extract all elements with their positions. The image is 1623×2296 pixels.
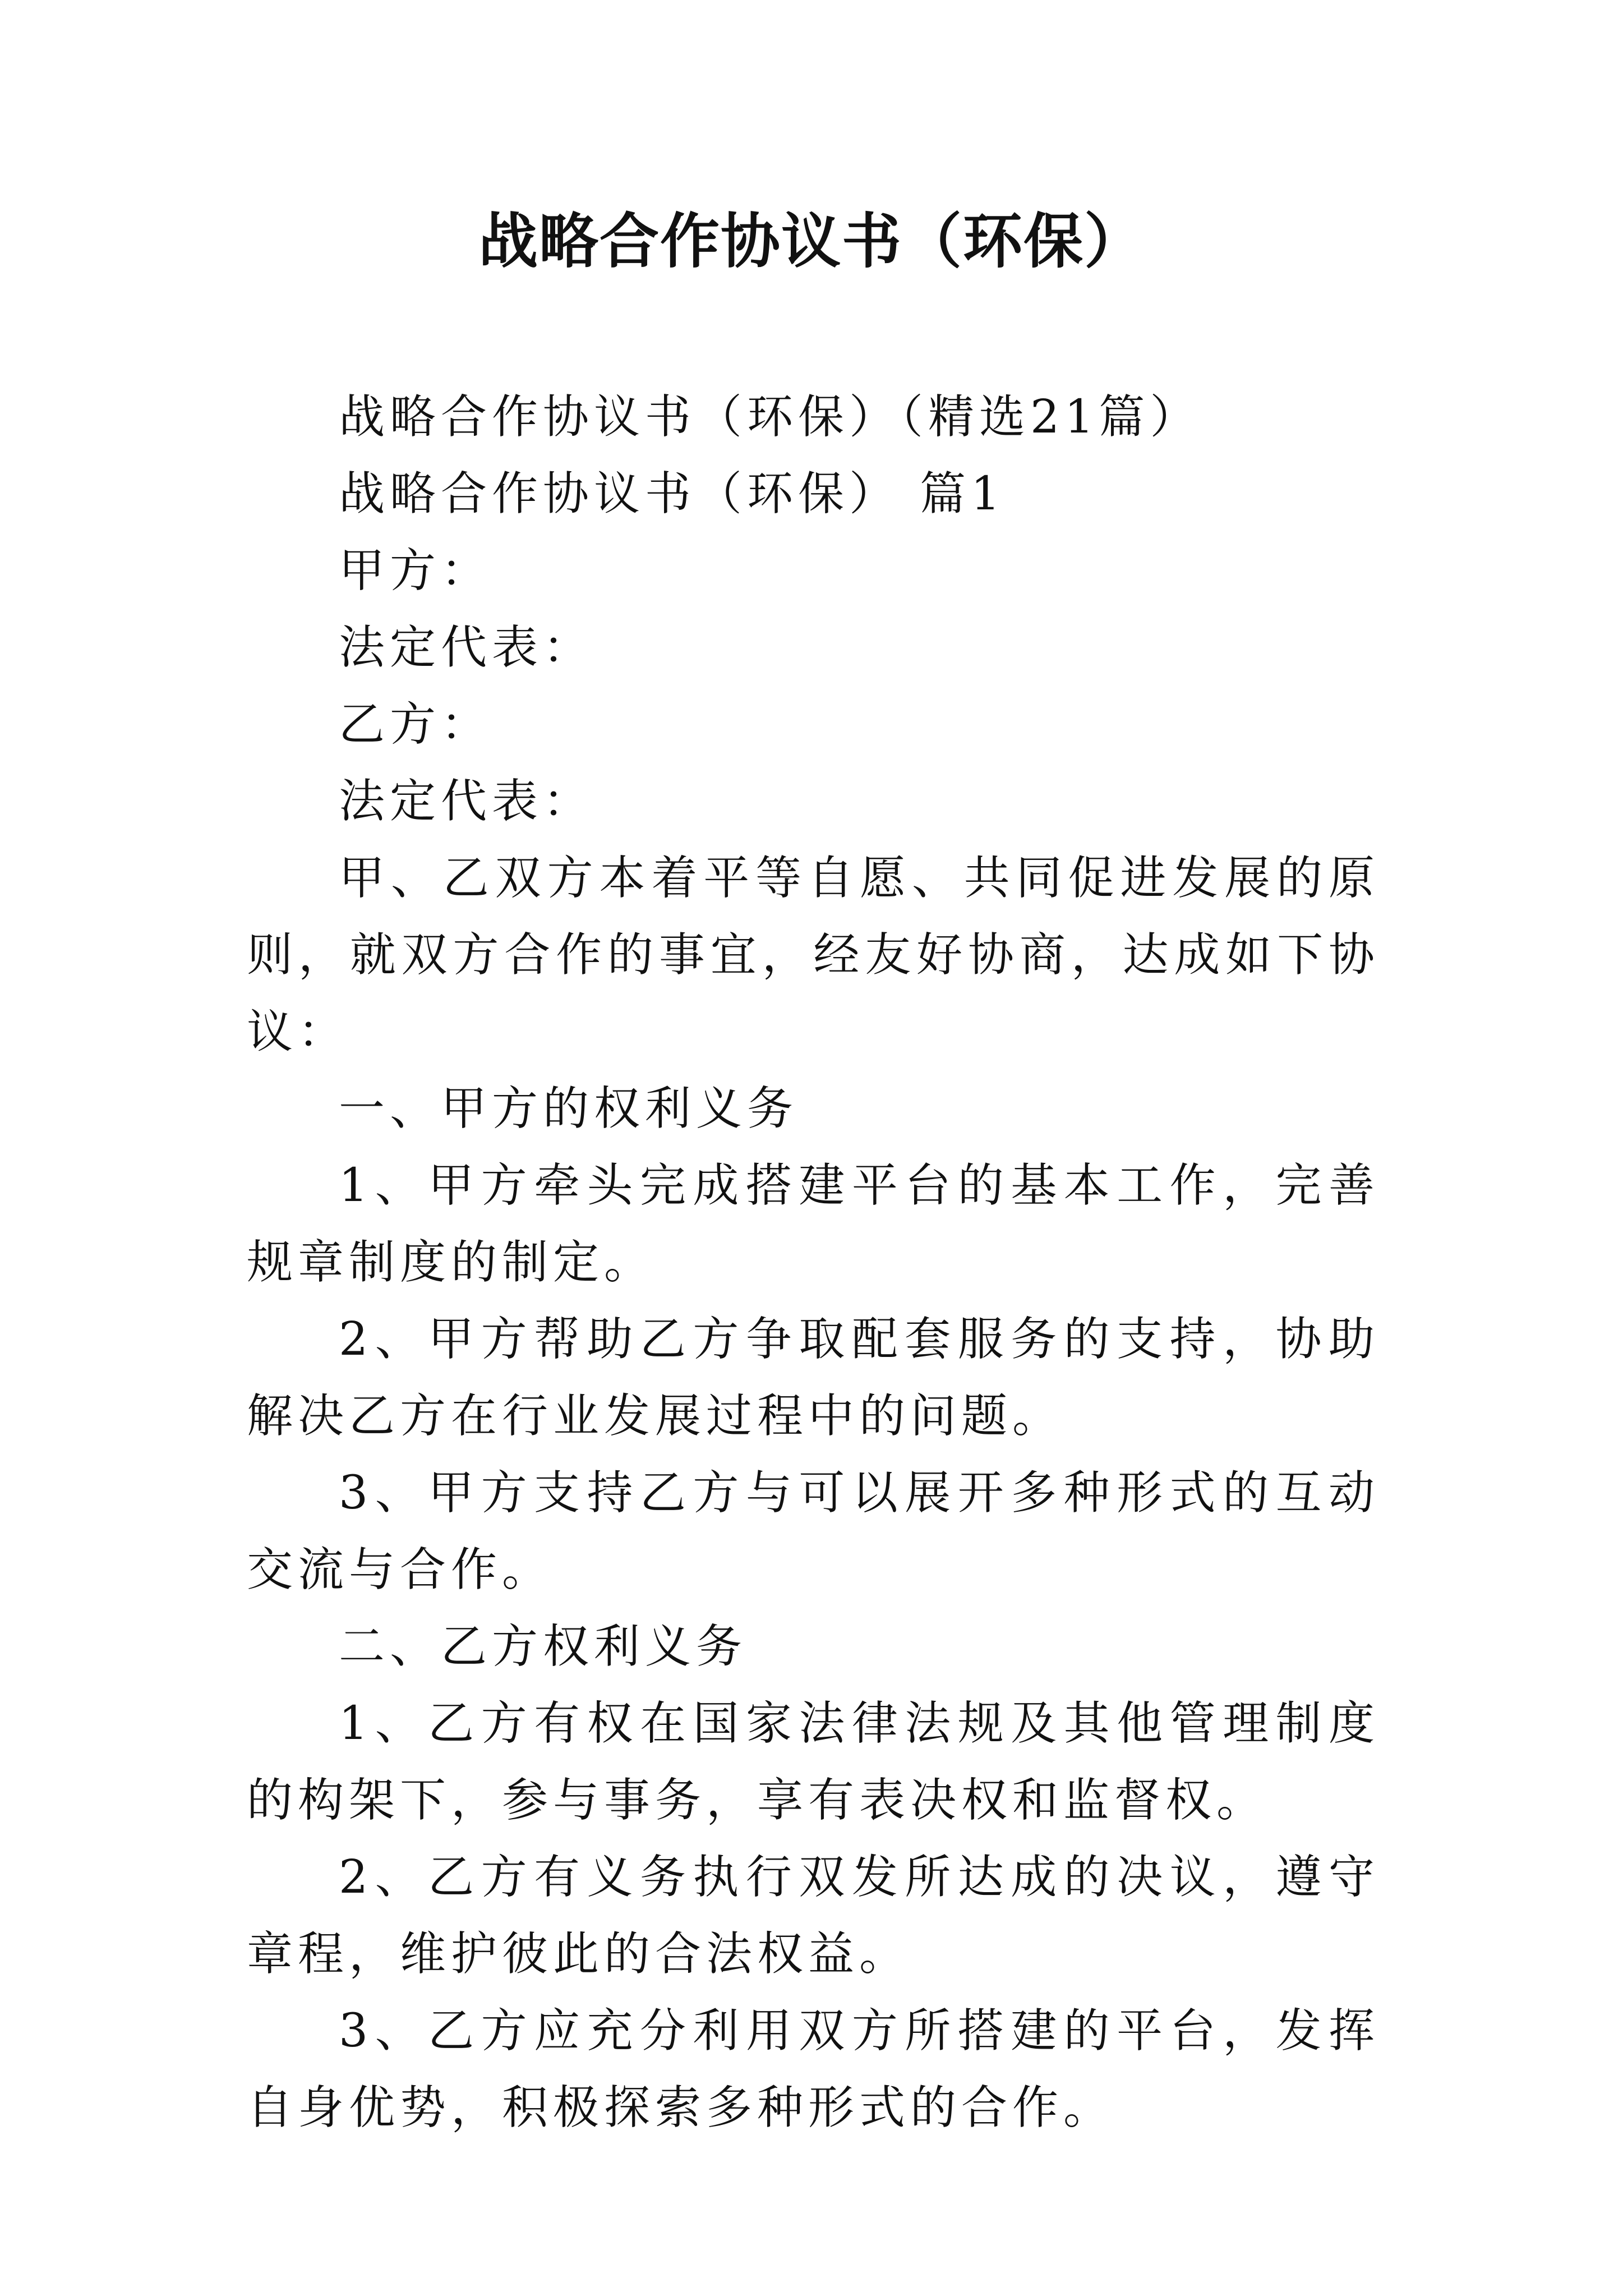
party-b-field: 乙方： <box>339 698 492 751</box>
party-b-clause-2: 2、乙方有义务执行双发所达成的决议，遵守章程，维护彼此的合法权益。 <box>247 1851 1380 1981</box>
party-b-rights-heading: 二、乙方权利义务 <box>339 1620 748 1673</box>
subtitle-paragraph: 战略合作协议书（环保）（精选21篇） <box>339 390 1201 444</box>
party-a-clause-1: 1、甲方牵头完成搭建平台的基本工作，完善规章制度的制定。 <box>247 1159 1380 1289</box>
section-heading: 战略合作协议书（环保） 篇1 <box>339 467 1006 521</box>
document-title: 战略合作协议书（环保） <box>478 206 1145 276</box>
party-a-rights-heading: 一、甲方的权利义务 <box>339 1082 799 1135</box>
party-a-clause-3: 3、甲方支持乙方与可以展开多种形式的互动交流与合作。 <box>247 1466 1380 1596</box>
party-b-clause-3: 3、乙方应充分利用双方所搭建的平台，发挥自身优势，积极探索多种形式的合作。 <box>247 2004 1380 2134</box>
document-body <box>247 379 1380 2146</box>
preamble-paragraph: 甲、乙双方本着平等自愿、共同促进发展的原则，就双方合作的事宜，经友好协商，达成如下协议： <box>247 852 1380 1059</box>
party-a-field: 甲方： <box>339 544 492 597</box>
party-b-clause-1: 1、乙方有权在国家法律法规及其他管理制度的构架下，参与事务，享有表决权和监督权。 <box>247 1697 1380 1827</box>
party-a-representative-field: 法定代表： <box>339 621 594 674</box>
party-a-clause-2: 2、甲方帮助乙方争取配套服务的支持，协助解决乙方在行业发展过程中的问题。 <box>247 1313 1380 1443</box>
party-b-representative-field: 法定代表： <box>339 775 594 828</box>
